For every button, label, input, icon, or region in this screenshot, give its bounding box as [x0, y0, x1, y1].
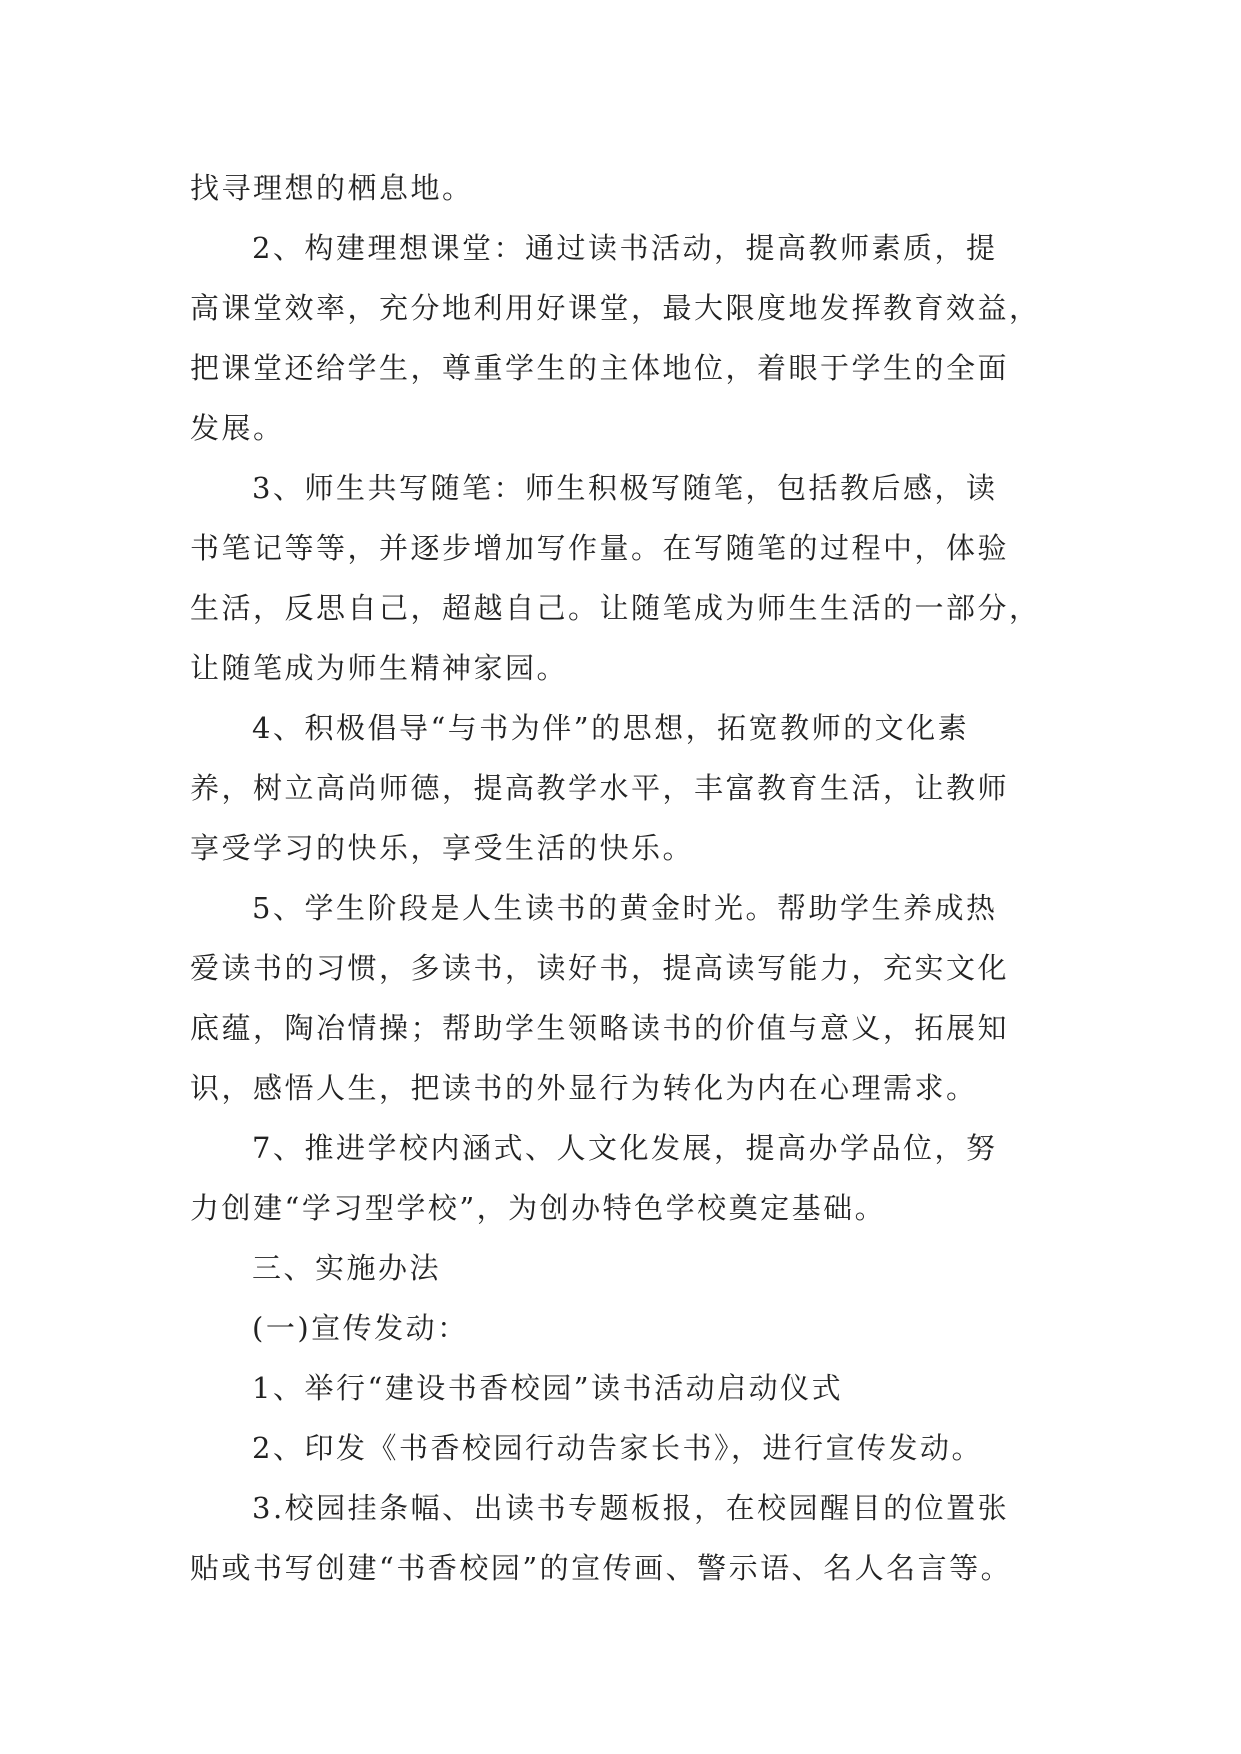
document-body	[190, 158, 1055, 1598]
text-line: 三、实施办法	[252, 1251, 442, 1285]
text-line: 生活，反思自己，超越自己。让随笔成为师生生活的一部分，	[190, 591, 1041, 625]
text-line: 7、推进学校内涵式、人文化发展，提高办学品位，努	[252, 1131, 998, 1165]
text-line: 把课堂还给学生，尊重学生的主体地位，着眼于学生的全面	[190, 351, 1010, 385]
text-line: (一)宣传发动：	[252, 1311, 469, 1345]
text-line: 2、印发《书香校园行动告家长书》，进行宣传发动。	[252, 1431, 983, 1465]
text-line: 找寻理想的栖息地。	[190, 171, 474, 205]
text-line: 4、积极倡导“与书为伴”的思想，拓宽教师的文化素	[252, 711, 970, 745]
text-line: 爱读书的习惯，多读书，读好书，提高读写能力，充实文化	[190, 951, 1010, 985]
text-line: 识，感悟人生，把读书的外显行为转化为内在心理需求。	[190, 1071, 978, 1105]
text-line: 5、学生阶段是人生读书的黄金时光。帮助学生养成热	[252, 891, 998, 925]
text-line: 3、师生共写随笔：师生积极写随笔，包括教后感，读	[252, 471, 998, 505]
text-line: 3.校园挂条幅、出读书专题板报，在校园醒目的位置张	[252, 1491, 1010, 1525]
text-line: 2、构建理想课堂：通过读书活动，提高教师素质，提	[252, 231, 998, 265]
text-line: 享受学习的快乐，享受生活的快乐。	[190, 831, 695, 865]
text-line: 养，树立高尚师德，提高教学水平，丰富教育生活，让教师	[190, 771, 1010, 805]
text-line: 1、举行“建设书香校园”读书活动启动仪式	[252, 1371, 844, 1405]
text-line: 书笔记等等，并逐步增加写作量。在写随笔的过程中，体验	[190, 531, 1010, 565]
text-line: 发展。	[190, 411, 285, 445]
text-line: 贴或书写创建“书香校园”的宣传画、警示语、名人名言等。	[190, 1551, 1013, 1585]
text-line: 让随笔成为师生精神家园。	[190, 651, 569, 685]
text-line: 底蕴，陶冶情操；帮助学生领略读书的价值与意义，拓展知	[190, 1011, 1010, 1045]
text-line: 力创建“学习型学校”，为创办特色学校奠定基础。	[190, 1191, 887, 1225]
text-line: 高课堂效率，充分地利用好课堂，最大限度地发挥教育效益，	[190, 291, 1041, 325]
